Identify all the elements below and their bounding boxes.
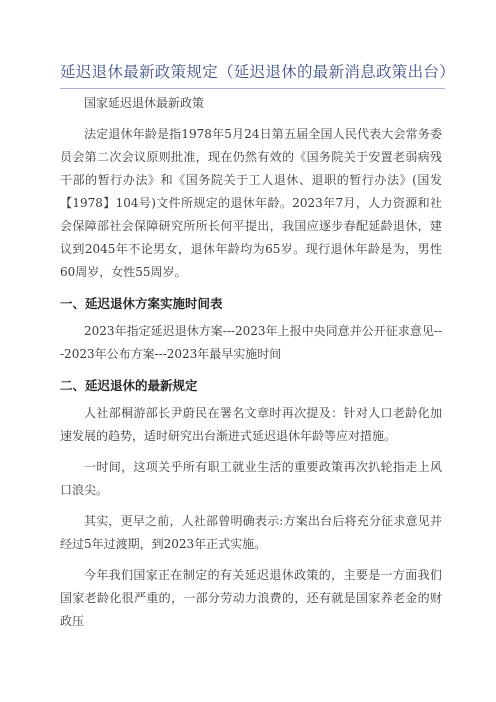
paragraph-retirement-age: 法定退休年龄是指1978年5月24日第五届全国人民代表大会常务委员会第二次会议原则批准，现在仍然有效的《国务院关于安置老弱病残干部的暂行办法》和《国务院关于工人退休、退职的暂行办法》(国发【1978】104号)文件所规定的退休年龄。2023年7月，人力资源和社会保障部社会保障研究所所长何平提出，我国应逐步春配延龄退休，建议到2045年不论男女，退休年龄均为65岁。现行退休年龄是为，男性60周岁，女性55周岁。	[60, 127, 442, 279]
heading-timeline: 一、延迟退休方案实施时间表	[60, 296, 223, 311]
paragraph-aging: 今年我们国家正在制定的有关延迟退休政策的，主要是一方面我们国家老龄化很严重的，一部分劳动力浪费的，还有就是国家养老金的财政压	[60, 568, 442, 628]
heading-latest-rules: 二、延迟退休的最新规定	[60, 378, 198, 393]
paragraph-timeline: 2023年指定延迟退休方案---2023年上报中央同意并公开征求意见---2023年公布方案---2023年最早实施时间	[60, 324, 442, 361]
document-title: 延迟退休最新政策规定（延迟退休的最新消息政策出台）	[60, 63, 456, 81]
subtitle-paragraph: 国家延迟退休最新政策	[84, 96, 205, 110]
document-body	[60, 92, 442, 633]
paragraph-hot-topic: 一时间，这项关乎所有职工就业生活的重要政策再次扒轮指走上风口浪尖。	[60, 460, 442, 497]
paragraph-minister: 人社部桐游部长尹蔚民在署名文章时再次提及：针对人口老龄化加速发展的趋势，适时研究出台渐进式延迟退休年龄等应对措施。	[60, 406, 442, 443]
paragraph-transition: 其实，更早之前，人社部曾明确表示:方案出台后将充分征求意见并经过5年过渡期，到2023年正式实施。	[60, 514, 442, 551]
title-underline	[60, 88, 445, 89]
